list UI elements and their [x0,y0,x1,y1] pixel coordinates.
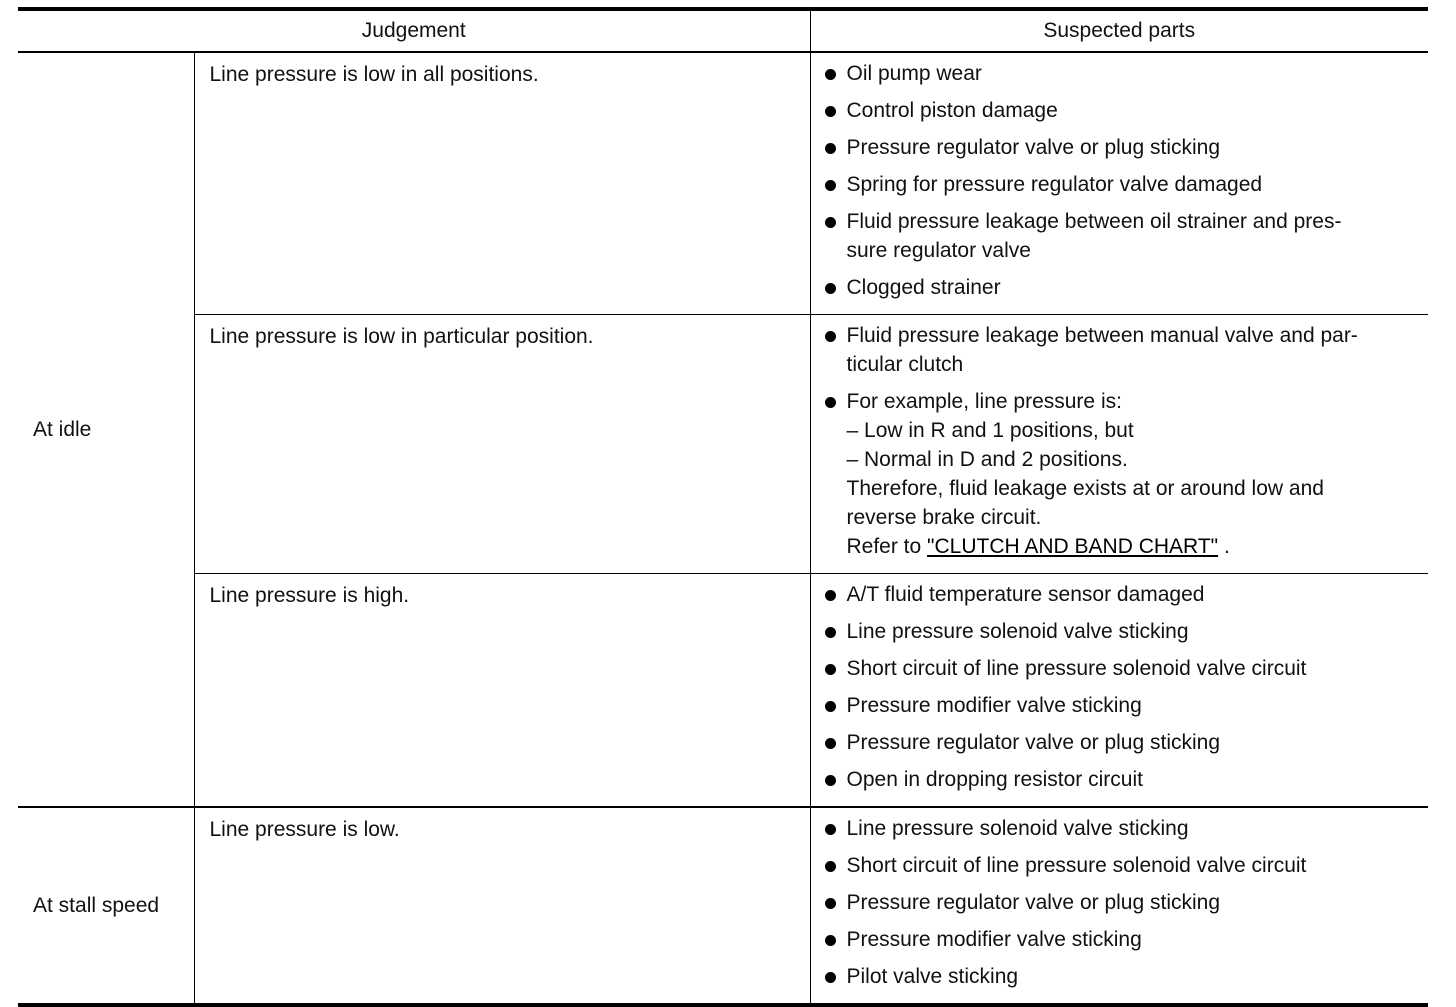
judgement-cell: Line pressure is high. [194,574,810,808]
bullet-icon [825,861,836,872]
bullet-icon [825,664,836,675]
bullet-icon [825,590,836,601]
judgement-cell: Line pressure is low in all positions. [194,52,810,315]
list-item: Short circuit of line pressure solenoid valve circuit [825,851,1423,880]
bullet-icon [825,143,836,154]
bullet-icon [825,775,836,786]
list-item: Open in dropping resistor circuit [825,765,1423,794]
list-item: Pressure regulator valve or plug sticking [825,888,1423,917]
refer-line: Refer to "CLUTCH AND BAND CHART" . [846,535,1230,558]
bullet-icon [825,106,836,117]
list-item: Fluid pressure leakage between oil strainer and pres- sure regulator valve [825,207,1423,265]
table-row [18,315,1428,574]
list-item: Pressure modifier valve sticking [825,925,1423,954]
bullet-icon [825,180,836,191]
bullet-icon [825,824,836,835]
header-suspected-parts: Suspected parts [810,9,1428,52]
list-item: Spring for pressure regulator valve damaged [825,170,1423,199]
bullet-icon [825,69,836,80]
parts-cell [810,574,1428,808]
parts-cell [810,52,1428,315]
bullet-icon [825,738,836,749]
list-item: Control piston damage [825,96,1423,125]
table-row [18,574,1428,808]
list-item: Line pressure solenoid valve sticking [825,617,1423,646]
list-item: For example, line pressure is: – Low in R and 1 positions, but – Normal in D and 2 positions. Therefore, fluid leakage exists at or around low and reverse brake circuit. Refer to "CLUTCH AND BAND CHART" . [825,387,1423,561]
diagnosis-table [18,7,1428,1007]
bullet-icon [825,701,836,712]
condition-at-stall-speed: At stall speed [18,807,194,1005]
list-item: Pilot valve sticking [825,962,1423,991]
bullet-icon [825,972,836,983]
list-item: Pressure regulator valve or plug sticking [825,728,1423,757]
header-judgement: Judgement [18,9,810,52]
list-item: Pressure modifier valve sticking [825,691,1423,720]
list-item: Clogged strainer [825,273,1423,302]
bullet-icon [825,283,836,294]
judgement-cell: Line pressure is low. [194,807,810,1005]
bullet-icon [825,397,836,408]
bullet-icon [825,217,836,228]
header-row [18,9,1428,52]
condition-at-idle: At idle [33,417,92,441]
list-item: Line pressure solenoid valve sticking [825,814,1423,843]
parts-cell [810,315,1428,574]
bullet-icon [825,627,836,638]
list-item: A/T fluid temperature sensor damaged [825,580,1423,609]
bullet-icon [825,898,836,909]
table-row [18,807,1428,1005]
bullet-icon [825,331,836,342]
parts-cell [810,807,1428,1005]
list-item: Oil pump wear [825,59,1423,88]
bullet-icon [825,935,836,946]
table-row [18,52,1428,315]
list-item: Short circuit of line pressure solenoid valve circuit [825,654,1423,683]
judgement-cell: Line pressure is low in particular position. [194,315,810,574]
clutch-band-chart-link[interactable]: "CLUTCH AND BAND CHART" [927,535,1219,558]
list-item: Pressure regulator valve or plug sticking [825,133,1423,162]
list-item: Fluid pressure leakage between manual valve and par- ticular clutch [825,321,1423,379]
